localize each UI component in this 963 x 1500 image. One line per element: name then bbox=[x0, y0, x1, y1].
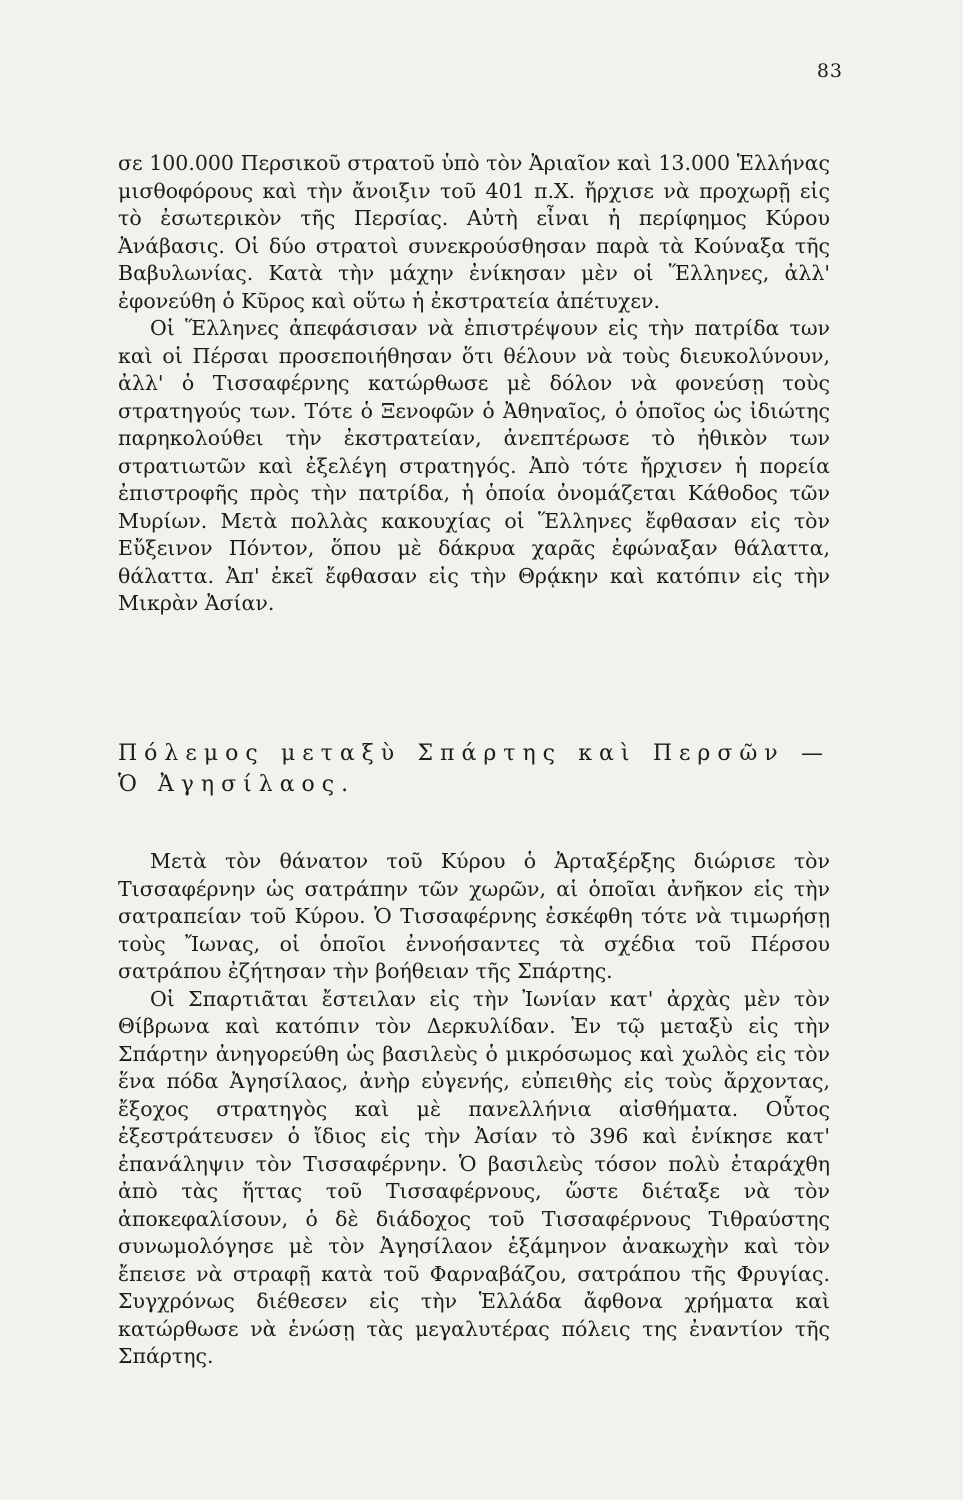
text-block-top bbox=[118, 150, 830, 618]
paragraph-agesilaus: Οἱ Σπαρτιᾶται ἔστειλαν εἰς τὴν Ἰωνίαν κατ' ἀρχὰς μὲν τὸν Θίβρωνα καὶ κατόπιν τὸν Δερκυλίδαν. Ἐν τῷ μεταξὺ εἰς τὴν Σπάρτην ἀνηγορεύθη ὡς βασιλεὺς ὁ μικρόσωμος καὶ χωλὸς εἰς τὸν ἕνα πόδα Ἀγησίλαος, ἀνὴρ εὐγενής, εὐπειθὴς εἰς τοὺς ἄρχοντας, ἔξοχος στρατηγὸς καὶ μὲ πανελλήνια αἰσθήματα. Οὗτος ἐξεστράτευσεν ὁ ἴδιος εἰς τὴν Ἀσίαν τὸ 396 καὶ ἐνίκησε κατ' ἐπανάληψιν τὸν Τισσαφέρνην. Ὁ βασιλεὺς τόσον πολὺ ἐταράχθη ἀπὸ τὰς ἥττας τοῦ Τισσαφέρνους, ὥστε διέταξε νὰ τὸν ἀποκεφαλίσουν, ὁ δὲ διάδοχος τοῦ Τισσαφέρνους Τιθραύστης συνωμολόγησε μὲ τὸν Ἀγησίλαον ἑξάμηνον ἀνακωχὴν καὶ τὸν ἔπεισε νὰ στραφῇ κατὰ τοῦ Φαρναβάζου, σατράπου τῆς Φρυγίας. Συγχρόνως διέθεσεν εἰς τὴν Ἑλλάδα ἄφθονα χρήματα καὶ κατώρθωσε νὰ ἑνώσῃ τὰς μεγαλυτέρας πόλεις της ἐναντίον τῆς Σπάρτης. bbox=[118, 986, 830, 1368]
section-heading: Πόλεμος μεταξὺ Σπάρτης καὶ Περσῶν — Ὁ Ἀγησίλαος. bbox=[118, 741, 830, 797]
paragraph-return-of-ten-thousand: Οἱ Ἕλληνες ἀπεφάσισαν νὰ ἐπιστρέψουν εἰς τὴν πατρίδα των καὶ οἱ Πέρσαι προσεποιήθησαν ὅτι θέλουν νὰ τοὺς διευκολύνουν, ἀλλ' ὁ Τισσαφέρνης κατώρθωσε μὲ δόλον νὰ φονεύσῃ τοὺς στρατηγούς των. Τότε ὁ Ξενοφῶν ὁ Ἀθηναῖος, ὁ ὁποῖος ὡς ἰδιώτης παρηκολούθει τὴν ἐκστρατείαν, ἀνεπτέρωσε τὸ ἠθικὸν των στρατιωτῶν καὶ ἐξελέγη στρατηγός. Ἀπὸ τότε ἤρχισεν ἡ πορεία ἐπιστροφῆς πρὸς τὴν πατρίδα, ἡ ὁποία ὀνομάζεται Κάθοδος τῶν Μυρίων. Μετὰ πολλὰς κακουχίας οἱ Ἕλληνες ἔφθασαν εἰς τὸν Εὔξεινον Πόντον, ὅπου μὲ δάκρυα χαρᾶς ἐφώναξαν θάλαττα, θάλαττα. Ἀπ' ἐκεῖ ἔφθασαν εἰς τὴν Θρᾴκην καὶ κατόπιν εἰς τὴν Μικρὰν Ἀσίαν. bbox=[118, 316, 830, 615]
text-block-bottom bbox=[118, 848, 830, 1371]
paragraph-anabasis: σε 100.000 Περσικοῦ στρατοῦ ὑπὸ τὸν Ἀριαῖον καὶ 13.000 Ἑλλήνας μισθοφόρους καὶ τὴν ἄνοιξιν τοῦ 401 π.Χ. ἤρχισε νὰ προχωρῇ εἰς τὸ ἐσωτερικὸν τῆς Περσίας. Αὐτὴ εἶναι ἡ περίφημος Κύρου Ἀνάβασις. Οἱ δύο στρατοὶ συνεκρούσθησαν παρὰ τὰ Κούναξα τῆς Βαβυλωνίας. Κατὰ τὴν μάχην ἐνίκησαν μὲν οἱ Ἕλληνες, ἀλλ' ἐφονεύθη ὁ Κῦρος καὶ οὕτω ἡ ἐκστρατεία ἀπέτυχεν. bbox=[118, 151, 830, 313]
page-number: 83 bbox=[816, 60, 843, 82]
paragraph-tissaphernes: Μετὰ τὸν θάνατον τοῦ Κύρου ὁ Ἀρταξέρξης διώρισε τὸν Τισσαφέρνην ὡς σατράπην τῶν χωρῶν, αἱ ὁποῖαι ἀνῆκον εἰς τὴν σατραπείαν τοῦ Κύρου. Ὁ Τισσαφέρνης ἐσκέφθη τότε νὰ τιμωρήσῃ τοὺς Ἴωνας, οἱ ὁποῖοι ἐννοήσαντες τὰ σχέδια τοῦ Πέρσου σατράπου ἐζήτησαν τὴν βοήθειαν τῆς Σπάρτης. bbox=[118, 849, 830, 983]
